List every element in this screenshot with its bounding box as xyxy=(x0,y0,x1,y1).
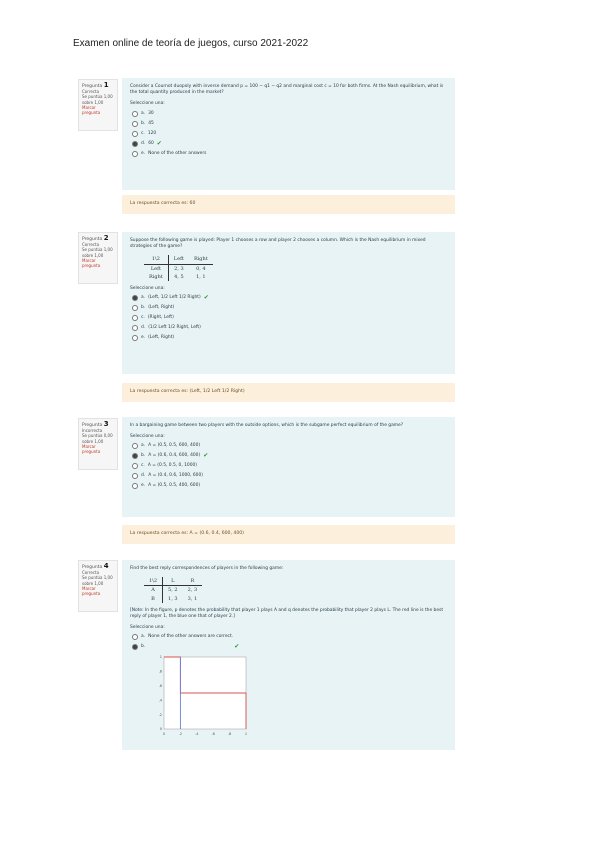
question-box-2 xyxy=(122,232,455,374)
y-tick-label: .8 xyxy=(158,670,162,675)
correct-check-icon: ✔ xyxy=(234,643,240,651)
x-tick-label: 0 xyxy=(162,732,166,737)
question-number: 2 xyxy=(103,234,109,242)
question-number: 3 xyxy=(103,420,109,428)
radio-button[interactable] xyxy=(132,131,138,137)
question-text: In a bargaining game between two players with the outside options, which is the subgame perfect equilibrium of the game? xyxy=(130,423,404,428)
question-status: Incorrecta xyxy=(82,428,103,434)
question-grade: Se puntúa 0,00 sobre 1,00 xyxy=(82,433,113,444)
option-c[interactable]: c. A = (0.5, 0.5, 0, 1000) xyxy=(132,462,447,470)
question-info-3: Pregunta 3 Incorrecta Se puntúa 0,00 sobre 1,00 Marcar pregunta xyxy=(78,418,118,470)
flag-question-link[interactable]: Marcar pregunta xyxy=(82,443,101,455)
question-text: Consider a Cournot duopoly with inverse demand p = 100 − q1 − q2 and marginal cost c = 10 for both firms. At the Nash equilibrium, what is the total quantity produced in the market? xyxy=(130,84,444,96)
option-a[interactable]: a. None of the other answers are correct. xyxy=(132,633,447,641)
feedback-box-3 xyxy=(122,525,455,544)
correct-answer-text: La respuesta correcta es: A = (0.6, 0.4, 600, 400) xyxy=(130,531,244,536)
correct-answer-text: La respuesta correcta es: 60 xyxy=(130,201,196,206)
question-info-2: Pregunta 2 Correcta Se puntúa 1,00 sobre 1,00 Marcar pregunta xyxy=(78,232,118,284)
radio-button[interactable] xyxy=(132,463,138,469)
question-box-3 xyxy=(122,417,455,517)
option-a[interactable]: a. (Left, 1/2 Left 1/2 Right) ✔ xyxy=(132,294,447,302)
question-text: Find the best reply correspondences of players in the following game: xyxy=(130,566,284,571)
feedback-box-1 xyxy=(122,195,455,214)
answer-label: Seleccione una: xyxy=(130,434,165,440)
page-title: Examen online de teoría de juegos, curso 2021-2022 xyxy=(73,38,309,49)
question-text: Suppose the following game is played: Player 1 chooses a row and player 2 chooses a column. Which is the Nash equilibrium in mixed strategies of the game? xyxy=(130,238,426,250)
radio-button[interactable] xyxy=(132,111,138,117)
question-grade: Se puntúa 1,00 sobre 1,00 xyxy=(82,94,113,105)
best-reply-chart xyxy=(150,653,250,739)
option-d[interactable]: d. 60 ✔ xyxy=(132,140,447,148)
question-grade: Se puntúa 1,00 sobre 1,00 xyxy=(82,575,113,586)
radio-button[interactable] xyxy=(132,443,138,449)
option-d[interactable]: d. (1/2 Left 1/2 Right, Left) xyxy=(132,324,447,332)
y-tick-label: .2 xyxy=(158,713,162,718)
y-tick-label: 0 xyxy=(159,727,162,732)
option-c[interactable]: c. 120 xyxy=(132,130,447,138)
question-box-1 xyxy=(122,78,455,190)
radio-button[interactable] xyxy=(132,305,138,311)
correct-check-icon: ✔ xyxy=(203,452,209,460)
x-tick-label: .4 xyxy=(195,732,199,737)
payoff-matrix: 1\2 Left Right Left 2, 3 0, 4 Right 4, 5 1, 1 xyxy=(144,255,213,281)
correct-check-icon: ✔ xyxy=(156,139,162,147)
y-tick-label: .6 xyxy=(158,684,162,689)
radio-button[interactable] xyxy=(132,315,138,321)
answer-label: Seleccione una: xyxy=(130,625,165,631)
radio-button-selected[interactable] xyxy=(132,453,138,459)
radio-button-selected[interactable] xyxy=(132,295,138,301)
radio-button-selected[interactable] xyxy=(132,644,138,650)
question-box-4 xyxy=(122,560,455,750)
x-tick-label: .2 xyxy=(178,732,183,737)
radio-button[interactable] xyxy=(132,335,138,341)
option-b[interactable]: b. A = (0.6, 0.4, 600, 400) ✔ xyxy=(132,452,447,460)
y-tick-label: .4 xyxy=(158,698,162,703)
radio-button[interactable] xyxy=(132,483,138,489)
x-tick-label: .6 xyxy=(211,732,215,737)
flag-question-link[interactable]: Marcar pregunta xyxy=(82,104,101,116)
radio-button[interactable] xyxy=(132,151,138,157)
option-b[interactable]: b. ✔ xyxy=(132,643,447,651)
option-b[interactable]: b. (Left, Right) xyxy=(132,304,447,312)
correct-answer-text: La respuesta correcta es: (Left, 1/2 Left 1/2 Right) xyxy=(130,389,245,394)
option-a[interactable]: a. A = (0.5, 0.5, 600, 400) xyxy=(132,442,447,450)
answer-label: Seleccione una: xyxy=(130,101,165,107)
flag-question-link[interactable]: Marcar pregunta xyxy=(82,257,101,269)
question-info-4: Pregunta 4 Correcta Se puntúa 1,00 sobre 1,00 Marcar pregunta xyxy=(78,560,118,612)
radio-button-selected[interactable] xyxy=(132,141,138,147)
option-e[interactable]: e. None of the other answers xyxy=(132,150,447,158)
question-note: [Note: In the figure, p denotes the probability that player 1 plays A and q denotes the probability that player 2 plays L. The red line is the best reply of player 1, the blue one that of player 2.] xyxy=(130,607,444,620)
y-tick-label: 1 xyxy=(159,655,162,660)
option-c[interactable]: c. (Right, Left) xyxy=(132,314,447,322)
option-a[interactable]: a. 30 xyxy=(132,110,447,118)
radio-button[interactable] xyxy=(132,325,138,331)
radio-button[interactable] xyxy=(132,121,138,127)
question-status: Correcta xyxy=(82,242,100,248)
radio-button[interactable] xyxy=(132,473,138,479)
x-tick-label: 1 xyxy=(244,732,248,737)
question-number: 1 xyxy=(103,81,109,89)
question-grade: Se puntúa 1,00 sobre 1,00 xyxy=(82,247,113,258)
option-e[interactable]: e. A = (0.5, 0.5, 400, 600) xyxy=(132,482,447,490)
payoff-matrix: 1\2 L R A 5, 2 2, 3 B 1, 3 3, 1 xyxy=(144,577,202,603)
option-b[interactable]: b. 45 xyxy=(132,120,447,128)
x-tick-label: .8 xyxy=(227,732,232,737)
option-e[interactable]: e. (Left, Right) xyxy=(132,334,447,342)
question-info-1: Pregunta 1 Correcta Se puntúa 1,00 sobre 1,00 Marcar pregunta xyxy=(78,79,118,131)
feedback-box-2 xyxy=(122,383,455,402)
radio-button[interactable] xyxy=(132,634,138,640)
question-status: Correcta xyxy=(82,89,100,95)
question-status: Correcta xyxy=(82,570,100,576)
flag-question-link[interactable]: Marcar pregunta xyxy=(82,585,101,597)
correct-check-icon: ✔ xyxy=(203,294,209,302)
option-d[interactable]: d. A = (0.4, 0.6, 1000, 600) xyxy=(132,472,447,480)
question-number: 4 xyxy=(103,562,109,570)
answer-label: Seleccione una: xyxy=(130,286,165,292)
